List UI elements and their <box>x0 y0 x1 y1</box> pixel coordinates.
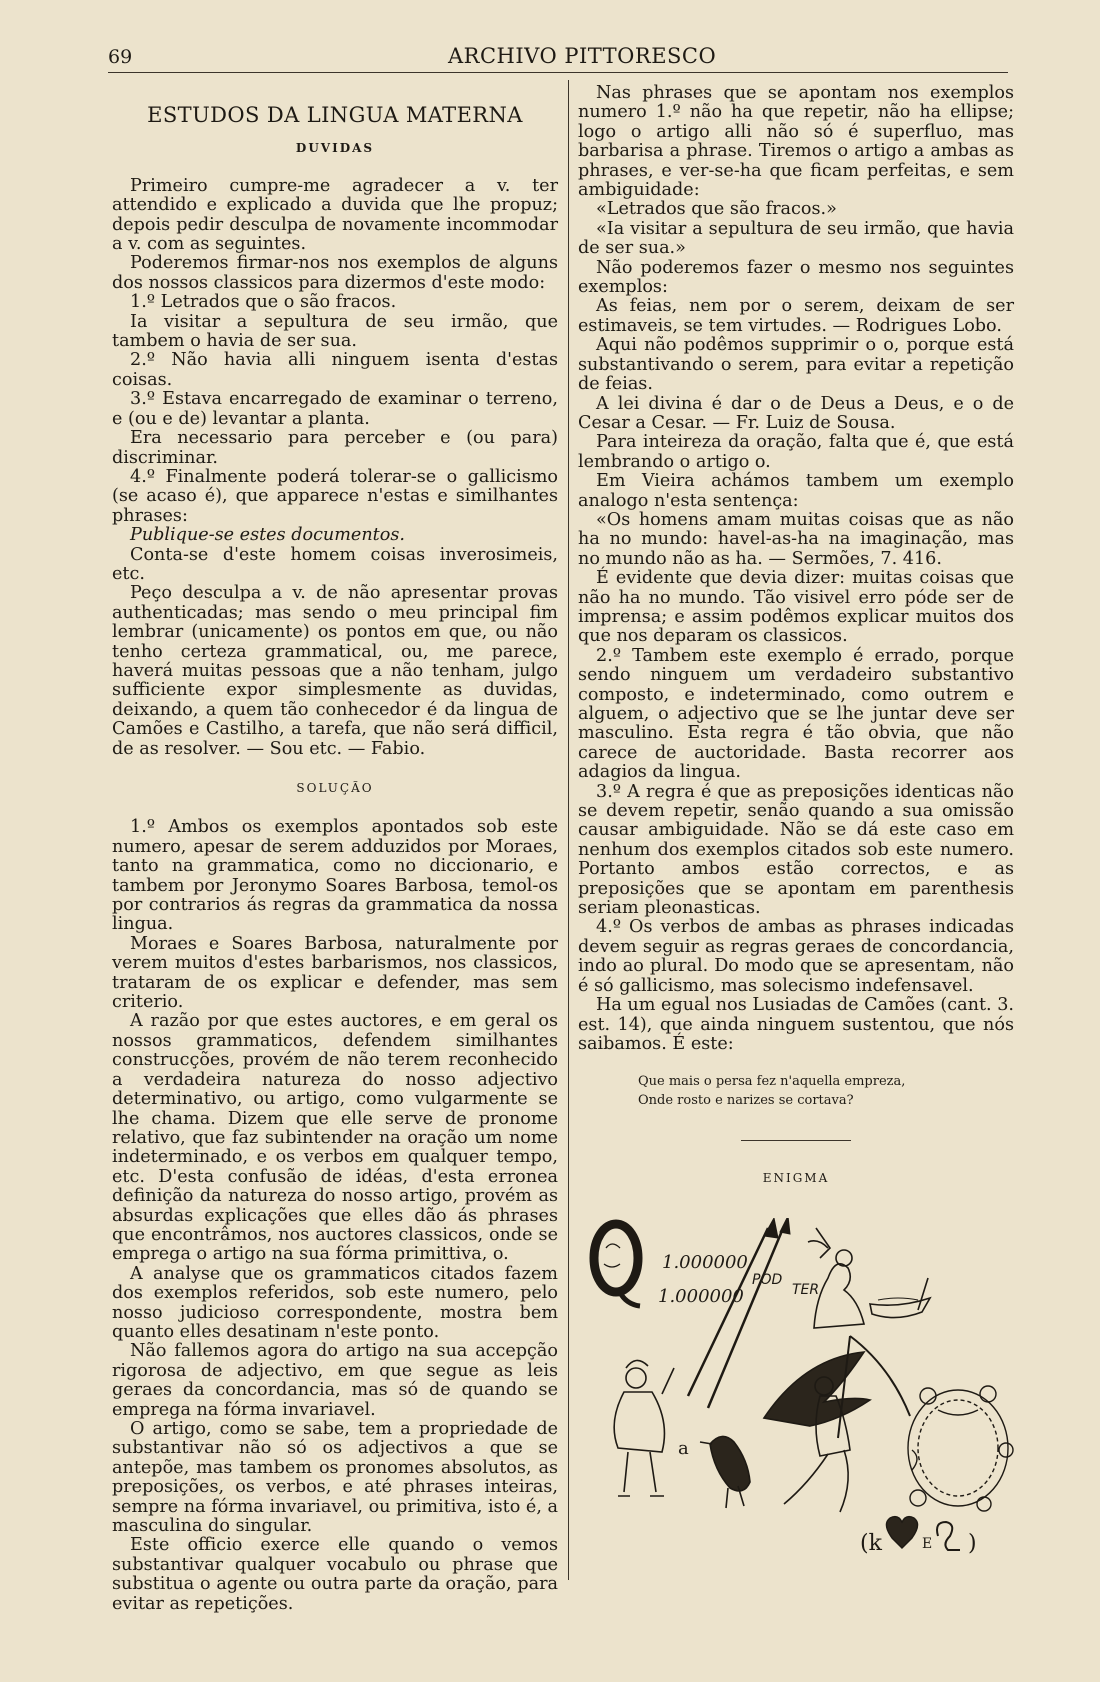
cherub-wreath-drawing <box>908 1386 1013 1511</box>
paragraph: Aqui não podêmos supprimir o o, porque está substantivando o serem, para evitar a repetição de feias. <box>578 335 1014 395</box>
paragraph: Conta-se d'este homem coisas inverosimeis, etc. <box>112 544 558 584</box>
crossed-spears-drawing <box>688 1218 790 1408</box>
right-column <box>578 84 1014 1189</box>
enigma-heading: ENIGMA <box>762 1171 830 1186</box>
kneeling-figure-drawing <box>808 1228 930 1328</box>
paragraph: Moraes e Soares Barbosa, naturalmente por verem muitos d'estes barbarismos, nos classicos, trataram de os explicar e defender, mas sem criterio. <box>112 933 558 1013</box>
left-column <box>112 84 558 1614</box>
paragraph: Em Vieira achámos tambem um exemplo analogo n'esta sentença: <box>578 471 1014 511</box>
paragraph: Não fallemos agora do artigo na sua accepção rigorosa de adjectivo, em que segue as leis geraes da concordancia, mas só de quando se emprega na fórma invariavel. <box>112 1341 558 1420</box>
enigma-number-2: 1.000000 <box>658 1286 744 1307</box>
section-heading-solucao: SOLUÇÃO <box>296 781 374 795</box>
paragraph: «Ia visitar a sepultura de seu irmão, que havia de ser sua.» <box>578 218 1014 259</box>
enigma-word-pod: POD <box>752 1272 783 1288</box>
running-head <box>108 42 1008 72</box>
paragraph: 3.º Estava encarregado de examinar o terreno, e (ou e de) levantar a planta. <box>112 389 558 429</box>
enigma-word-ter: TER <box>792 1282 820 1298</box>
enigma-illustration <box>588 1218 1018 1574</box>
paragraph: Peço desculpa a v. de não apresentar provas authenticadas; mas sendo o meu principal fim lembrar (unicamente) os pontos em que, ou não tenho certeza grammatical, ou, me parece, haverá muitas pessoas que a não tenham, julgo sufficiente expor simplesmente as duvidas, deixando, a quem tão conhecedor é da lingua de Camões e Castilho, a tarefa, que não será difficil, de as resolver. — Sou etc. — Fabio. <box>112 583 558 759</box>
paragraph: 1.º Ambos os exemplos apontados sob este numero, apesar de serem adduzidos por Moraes, tanto na grammatica, como no diccionario, e tambem por Jeronymo Soares Barbosa, temol-os por contrarios ás regras da grammatica da nossa lingua. <box>112 817 558 935</box>
enigma-bottom-e: E <box>922 1536 933 1552</box>
enigma-bottom-close: ) <box>968 1531 977 1556</box>
paragraph: 4.º Finalmente poderá tolerar-se o gallicismo (se acaso é), que apparece n'estas e similhantes phrases: <box>112 466 558 526</box>
running-title: ARCHIVO PITTORESCO <box>448 44 717 68</box>
paragraph: A lei divina é dar o de Deus a Deus, e o de Cesar a Cesar. — Fr. Luiz de Sousa. <box>578 393 1014 433</box>
paragraph: Ia visitar a sepultura de seu irmão, que tambem o havia de ser sua. <box>112 311 558 352</box>
paragraph: Poderemos firmar-nos nos exemplos de alguns dos nossos classicos para dizermos d'este modo: <box>112 253 558 293</box>
article-title: ESTUDOS DA LINGUA MATERNA <box>147 103 523 127</box>
paragraph: 4.º Os verbos de ambas as phrases indicadas devem seguir as regras geraes de concordancia, indo ao plural. Do modo que se apresentam, não é só gallicismo, mas solecismo indefensavel. <box>578 917 1014 996</box>
section-heading-duvidas: DUVIDAS <box>295 141 375 156</box>
verse-quote <box>638 1072 1014 1110</box>
paragraph: Era necessario para perceber e (ou para) discriminar. <box>112 428 558 468</box>
paragraph: Primeiro cumpre-me agradecer a v. ter attendido e explicado a duvida que lhe propuz; depois pedir desculpa de novamente incommodar a v. com as seguintes. <box>112 175 558 255</box>
enigma-letter-a: a <box>678 1438 689 1459</box>
verse-line: Que mais o persa fez n'aquella empreza, <box>638 1074 906 1090</box>
paragraph: Publique-se estes documentos. <box>130 525 405 546</box>
section-divider <box>741 1140 851 1141</box>
header-rule <box>108 72 1008 73</box>
paragraph: 1.º Letrados que o são fracos. <box>130 292 397 313</box>
paragraph: A razão por que estes auctores, e em geral os nossos grammaticos, defendem similhantes construcções, provém de não terem reconhecido a verdadeira natureza do nosso adjectivo determinativo, ou artigo, como vulgarmente se lhe chama. Dizem que elle serve de pronome relativo, que faz subintender na oração um nome indeterminado, e os verbos em qualquer tempo, etc. D'esta confusão de idéas, d'esta erronea definição da natureza do nosso artigo, provém as absurdas explicações que elles dão ás phrases que encontrâmos, nos auctores classicos, onde se emprega o artigo na sua fórma primittiva, o. <box>112 1011 558 1265</box>
enigma-bottom-open: (k <box>860 1531 882 1556</box>
column-rule <box>568 80 569 1580</box>
standing-man-drawing <box>614 1360 674 1496</box>
page-number: 69 <box>108 46 133 68</box>
paragraph: Não poderemos fazer o mesmo nos seguintes exemplos: <box>578 257 1014 298</box>
letter-q-drawing <box>594 1224 640 1306</box>
paragraph: 2.º Não havia alli ninguem isenta d'estas coisas. <box>112 350 558 390</box>
winged-figure-drawing <box>764 1336 910 1512</box>
paragraph: A analyse que os grammaticos citados fazem dos exemplos referidos, sob este numero, pelo nosso judicioso correspondente, mostra bem quanto elles desatinam n'este ponto. <box>112 1263 558 1342</box>
paragraph: Nas phrases que se apontam nos exemplos numero 1.º não ha que repetir, não ha ellipse; logo o artigo alli não só é superfluo, mas barbarisa a phrase. Tiremos o artigo a ambas as phrases, e ver-se-ha que ficam perfeitas, e sem ambiguidade: <box>578 83 1014 201</box>
paragraph: 3.º A regra é que as preposições identicas não se devem repetir, senão quando a sua omissão causar ambiguidade. Não se dá este caso em nenhum dos exemplos citados sob este numero. Portanto ambos estão correctos, e as preposições que se apontam em parenthesis seriam pleonasticas. <box>578 781 1014 919</box>
paragraph: Este officio exerce elle quando o vemos substantivar qualquer vocabulo ou phrase que substitua o agente ou outra parte da oração, para evitar as repetições. <box>112 1535 558 1614</box>
paragraph: É evidente que devia dizer: muitas coisas que não ha no mundo. Tão visivel erro póde ser de imprensa; e assim podêmos explicar muitos dos que nos deparam os classicos. <box>578 568 1014 647</box>
paragraph: 2.º Tambem este exemplo é errado, porque sendo ninguem um verdadeiro substantivo composto, e indeterminado, como outrem e alguem, o adjectivo que se lhe juntar deve ser masculino. Esta regra é tão obvia, que não carece de auctoridade. Basta recorrer aos adagios da lingua. <box>578 645 1014 783</box>
paragraph: «Letrados que são fracos.» <box>596 199 837 220</box>
paragraph: «Os homens amam muitas coisas que as não ha no mundo: havel-as-ha na imaginação, mas no mundo não as ha. — Sermões, 7. 416. <box>578 509 1014 569</box>
verse-line: Onde rosto e narizes se cortava? <box>638 1093 854 1109</box>
bird-drawing <box>700 1436 750 1508</box>
paragraph: Ha um egual nos Lusiadas de Camões (cant. 3. est. 14), que ainda ninguem sustentou, que nós saibamos. É este: <box>578 995 1014 1054</box>
enigma-number-1: 1.000000 <box>662 1252 748 1273</box>
paragraph: O artigo, como se sabe, tem a propriedade de substantivar não só os adjectivos a que se antepõe, mas tambem os pronomes absolutos, as preposições, os verbos, e até phrases inteiras, sempre na fórma invariavel, ou primitiva, isto é, a masculina do singular. <box>112 1419 559 1537</box>
paragraph: Para inteireza da oração, falta que é, que está lembrando o artigo o. <box>578 432 1014 472</box>
paragraph: As feias, nem por o serem, deixam de ser estimaveis, se tem virtudes. — Rodrigues Lobo. <box>578 296 1014 336</box>
